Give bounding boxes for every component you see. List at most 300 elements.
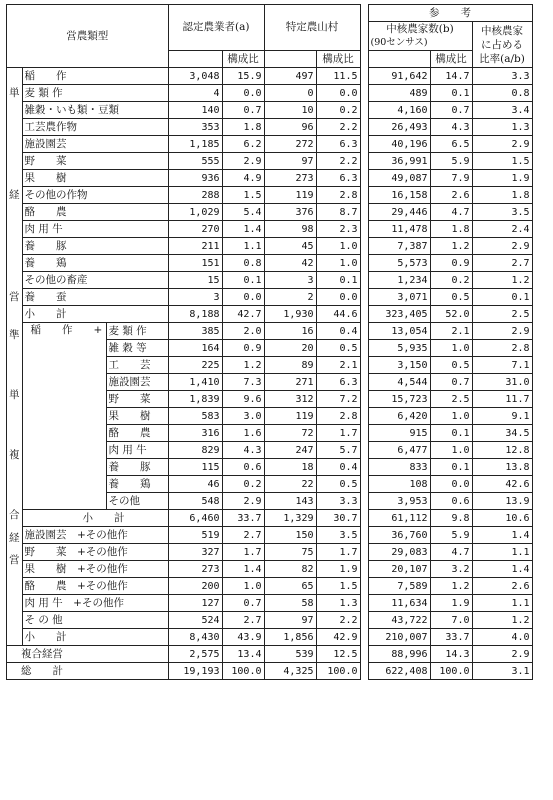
nintei-header: 認定農業者(a) bbox=[168, 5, 264, 51]
table-row bbox=[7, 102, 533, 119]
ratio-value: 2.5 bbox=[472, 306, 532, 323]
tokutei-count: 65 bbox=[264, 578, 316, 595]
reference-header: 参 考 bbox=[368, 5, 532, 22]
column-gap bbox=[360, 289, 368, 306]
tokutei-share: 1.0 bbox=[316, 238, 360, 255]
nintei-share: 0.9 bbox=[222, 340, 264, 357]
chukaku-share: 0.1 bbox=[430, 85, 472, 102]
column-gap bbox=[360, 646, 368, 663]
table-row bbox=[7, 85, 533, 102]
chukaku-count: 1,234 bbox=[368, 272, 430, 289]
chukaku-count: 622,408 bbox=[368, 663, 430, 680]
chukaku-count: 29,083 bbox=[368, 544, 430, 561]
table-row bbox=[7, 544, 533, 561]
tokutei-share: 2.8 bbox=[316, 187, 360, 204]
tokutei-share: 2.2 bbox=[316, 153, 360, 170]
chukaku-share: 0.0 bbox=[430, 476, 472, 493]
row-label: 施設園芸 bbox=[106, 374, 168, 391]
chukaku-count: 16,158 bbox=[368, 187, 430, 204]
nintei-count: 6,460 bbox=[168, 510, 222, 527]
ratio-value: 4.0 bbox=[472, 629, 532, 646]
tokutei-share: 1.9 bbox=[316, 561, 360, 578]
row-label: 野 菜 +その他作 bbox=[22, 544, 168, 561]
chukaku-share: 4.7 bbox=[430, 204, 472, 221]
row-label: その他 bbox=[106, 493, 168, 510]
tokutei-share: 0.4 bbox=[316, 459, 360, 476]
tokutei-count: 58 bbox=[264, 595, 316, 612]
chukaku-share: 1.0 bbox=[430, 340, 472, 357]
table-row bbox=[7, 646, 533, 663]
ratio-value: 2.9 bbox=[472, 646, 532, 663]
column-gap bbox=[360, 595, 368, 612]
ratio-value: 1.8 bbox=[472, 187, 532, 204]
tokutei-count: 1,329 bbox=[264, 510, 316, 527]
nintei-share: 1.1 bbox=[222, 238, 264, 255]
nintei-share: 1.8 bbox=[222, 119, 264, 136]
tokutei-count: 22 bbox=[264, 476, 316, 493]
chukaku-count: 49,087 bbox=[368, 170, 430, 187]
tokutei-share: 3.3 bbox=[316, 493, 360, 510]
table-row bbox=[7, 578, 533, 595]
group-label-junfuku bbox=[7, 323, 23, 527]
ratio-value: 2.9 bbox=[472, 238, 532, 255]
nintei-share: 4.9 bbox=[222, 170, 264, 187]
column-gap bbox=[360, 68, 368, 85]
chukaku-count: 29,446 bbox=[368, 204, 430, 221]
ratio-value: 1.2 bbox=[472, 612, 532, 629]
table-row bbox=[7, 119, 533, 136]
column-gap bbox=[360, 5, 368, 68]
column-gap bbox=[360, 544, 368, 561]
nintei-share: 13.4 bbox=[222, 646, 264, 663]
chukaku-share: 0.1 bbox=[430, 425, 472, 442]
nintei-count: 3 bbox=[168, 289, 222, 306]
nintei-share: 15.9 bbox=[222, 68, 264, 85]
column-gap bbox=[360, 391, 368, 408]
chukaku-share: 0.7 bbox=[430, 102, 472, 119]
row-label: 施設園芸 bbox=[22, 136, 168, 153]
row-label: 施設園芸 +その他作 bbox=[22, 527, 168, 544]
nintei-count: 4 bbox=[168, 85, 222, 102]
column-gap bbox=[360, 459, 368, 476]
chukaku-share: 0.7 bbox=[430, 374, 472, 391]
column-gap bbox=[360, 187, 368, 204]
row-label: 麦 類 作 bbox=[106, 323, 168, 340]
nintei-count: 1,410 bbox=[168, 374, 222, 391]
row-label: 小 計 bbox=[22, 629, 168, 646]
chukaku-count: 5,573 bbox=[368, 255, 430, 272]
nintei-share: 2.0 bbox=[222, 323, 264, 340]
table-row bbox=[7, 663, 533, 680]
chukaku-count: 61,112 bbox=[368, 510, 430, 527]
chukaku-share: 1.2 bbox=[430, 578, 472, 595]
ratio-value: 3.5 bbox=[472, 204, 532, 221]
row-label: 酪 農 bbox=[22, 204, 168, 221]
chukaku-count: 210,007 bbox=[368, 629, 430, 646]
chukaku-share: 9.8 bbox=[430, 510, 472, 527]
nintei-share: 1.4 bbox=[222, 221, 264, 238]
chukaku-count: 11,634 bbox=[368, 595, 430, 612]
nintei-share: 2.9 bbox=[222, 493, 264, 510]
row-label: 果 樹 +その他作 bbox=[22, 561, 168, 578]
nintei-count: 548 bbox=[168, 493, 222, 510]
chukaku-count: 323,405 bbox=[368, 306, 430, 323]
chukaku-share: 0.6 bbox=[430, 493, 472, 510]
ratio-header-line1: 中核農家 bbox=[481, 24, 523, 37]
tokutei-share: 1.5 bbox=[316, 578, 360, 595]
nintei-count: 353 bbox=[168, 119, 222, 136]
ratio-value: 31.0 bbox=[472, 374, 532, 391]
nintei-share: 0.1 bbox=[222, 272, 264, 289]
chukaku-share: 14.7 bbox=[430, 68, 472, 85]
nintei-count: 385 bbox=[168, 323, 222, 340]
statistics-table-container bbox=[6, 4, 533, 680]
column-gap bbox=[360, 476, 368, 493]
group-label-single bbox=[7, 68, 23, 323]
group-label-char: 経 bbox=[9, 189, 20, 202]
group-label-char: 経 bbox=[9, 531, 20, 544]
nintei-count: 519 bbox=[168, 527, 222, 544]
nintei-count: 19,193 bbox=[168, 663, 222, 680]
ratio-value: 3.1 bbox=[472, 663, 532, 680]
column-gap bbox=[360, 340, 368, 357]
chukaku-count: 36,760 bbox=[368, 527, 430, 544]
tokutei-count: 1,930 bbox=[264, 306, 316, 323]
tokutei-share: 5.7 bbox=[316, 442, 360, 459]
chukaku-share: 1.2 bbox=[430, 238, 472, 255]
ratio-value: 2.8 bbox=[472, 340, 532, 357]
chukaku-count: 20,107 bbox=[368, 561, 430, 578]
nintei-count: 225 bbox=[168, 357, 222, 374]
table-row bbox=[7, 68, 533, 85]
tokutei-count: 18 bbox=[264, 459, 316, 476]
nintei-share: 1.4 bbox=[222, 561, 264, 578]
row-label: 野 菜 bbox=[106, 391, 168, 408]
nintei-share: 3.0 bbox=[222, 408, 264, 425]
nintei-share: 7.3 bbox=[222, 374, 264, 391]
table-row bbox=[7, 136, 533, 153]
nintei-count: 1,839 bbox=[168, 391, 222, 408]
tokutei-share: 7.2 bbox=[316, 391, 360, 408]
column-gap bbox=[360, 510, 368, 527]
rice-main-label: 稲 作 + bbox=[22, 323, 106, 510]
table-row bbox=[7, 510, 533, 527]
ratio-value: 2.9 bbox=[472, 136, 532, 153]
column-gap bbox=[360, 238, 368, 255]
row-label: その他の作物 bbox=[22, 187, 168, 204]
nintei-count: 164 bbox=[168, 340, 222, 357]
ratio-value: 1.1 bbox=[472, 595, 532, 612]
nintei-share: 0.2 bbox=[222, 476, 264, 493]
tokutei-count: 247 bbox=[264, 442, 316, 459]
chukaku-share: 4.3 bbox=[430, 119, 472, 136]
group-label-keiei bbox=[7, 527, 23, 646]
ratio-value: 1.3 bbox=[472, 119, 532, 136]
row-label: 雑穀・いも類・豆類 bbox=[22, 102, 168, 119]
table-row bbox=[7, 612, 533, 629]
nintei-count: 936 bbox=[168, 170, 222, 187]
row-label: 小 計 bbox=[22, 510, 168, 527]
chukaku-share: 1.0 bbox=[430, 442, 472, 459]
nintei-share: 1.5 bbox=[222, 187, 264, 204]
group-label-char: 営 bbox=[9, 291, 20, 304]
nintei-share: 1.2 bbox=[222, 357, 264, 374]
ratio-value: 1.2 bbox=[472, 272, 532, 289]
farm-type-statistics-table bbox=[6, 4, 533, 680]
nintei-count: 273 bbox=[168, 561, 222, 578]
tokutei-share-header: 構成比 bbox=[316, 51, 360, 68]
chukaku-share: 0.5 bbox=[430, 289, 472, 306]
tokutei-share: 44.6 bbox=[316, 306, 360, 323]
tokutei-count: 376 bbox=[264, 204, 316, 221]
tokutei-count: 16 bbox=[264, 323, 316, 340]
ratio-value: 42.6 bbox=[472, 476, 532, 493]
ratio-value: 0.1 bbox=[472, 289, 532, 306]
ratio-value: 3.4 bbox=[472, 102, 532, 119]
column-gap bbox=[360, 102, 368, 119]
chukaku-count: 26,493 bbox=[368, 119, 430, 136]
table-row bbox=[7, 323, 533, 340]
chukaku-count: 915 bbox=[368, 425, 430, 442]
chukaku-count: 91,642 bbox=[368, 68, 430, 85]
ratio-value: 1.4 bbox=[472, 561, 532, 578]
chukaku-count: 11,478 bbox=[368, 221, 430, 238]
column-gap bbox=[360, 306, 368, 323]
nintei-share: 9.6 bbox=[222, 391, 264, 408]
row-label: 工芸農作物 bbox=[22, 119, 168, 136]
table-row bbox=[7, 170, 533, 187]
chukaku-share: 1.9 bbox=[430, 595, 472, 612]
column-gap bbox=[360, 272, 368, 289]
tokutei-count: 143 bbox=[264, 493, 316, 510]
column-gap bbox=[360, 527, 368, 544]
tokutei-share: 6.3 bbox=[316, 374, 360, 391]
chukaku-share: 1.8 bbox=[430, 221, 472, 238]
nintei-share: 42.7 bbox=[222, 306, 264, 323]
nintei-share-header: 構成比 bbox=[222, 51, 264, 68]
tokutei-count: 2 bbox=[264, 289, 316, 306]
ratio-value: 7.1 bbox=[472, 357, 532, 374]
column-gap bbox=[360, 374, 368, 391]
chukaku-count: 88,996 bbox=[368, 646, 430, 663]
tokutei-share: 11.5 bbox=[316, 68, 360, 85]
ratio-value: 2.9 bbox=[472, 323, 532, 340]
chukaku-share: 3.2 bbox=[430, 561, 472, 578]
chukaku-share: 100.0 bbox=[430, 663, 472, 680]
row-label: 雑 穀 等 bbox=[106, 340, 168, 357]
nintei-count: 211 bbox=[168, 238, 222, 255]
tokutei-share: 30.7 bbox=[316, 510, 360, 527]
nintei-share: 0.0 bbox=[222, 289, 264, 306]
tokutei-share: 6.3 bbox=[316, 170, 360, 187]
tokutei-count: 89 bbox=[264, 357, 316, 374]
chukaku-count: 4,544 bbox=[368, 374, 430, 391]
row-label: 養 鶏 bbox=[22, 255, 168, 272]
chukaku-count: 7,589 bbox=[368, 578, 430, 595]
chukaku-header-label: 中核農家数(b) bbox=[386, 23, 454, 35]
chukaku-count: 3,150 bbox=[368, 357, 430, 374]
tokutei-count: 82 bbox=[264, 561, 316, 578]
census-label: (90センサス) bbox=[370, 37, 428, 48]
group-label-char: 営 bbox=[9, 553, 20, 566]
nintei-count: 15 bbox=[168, 272, 222, 289]
column-gap bbox=[360, 408, 368, 425]
tokutei-count: 10 bbox=[264, 102, 316, 119]
nintei-count: 288 bbox=[168, 187, 222, 204]
column-gap bbox=[360, 357, 368, 374]
nintei-count: 1,029 bbox=[168, 204, 222, 221]
row-label: 養 蚕 bbox=[22, 289, 168, 306]
chukaku-share: 2.5 bbox=[430, 391, 472, 408]
ratio-header bbox=[472, 22, 532, 68]
nintei-share: 0.7 bbox=[222, 102, 264, 119]
tokutei-share: 2.1 bbox=[316, 357, 360, 374]
tokutei-share: 2.3 bbox=[316, 221, 360, 238]
chukaku-share: 2.1 bbox=[430, 323, 472, 340]
table-row bbox=[7, 204, 533, 221]
nintei-count: 3,048 bbox=[168, 68, 222, 85]
column-gap bbox=[360, 204, 368, 221]
chukaku-share: 6.5 bbox=[430, 136, 472, 153]
table-row bbox=[7, 306, 533, 323]
ratio-value: 12.8 bbox=[472, 442, 532, 459]
column-gap bbox=[360, 663, 368, 680]
ratio-value: 2.7 bbox=[472, 255, 532, 272]
column-gap bbox=[360, 493, 368, 510]
tokutei-share: 100.0 bbox=[316, 663, 360, 680]
nintei-count: 524 bbox=[168, 612, 222, 629]
table-row bbox=[7, 272, 533, 289]
tokutei-count: 4,325 bbox=[264, 663, 316, 680]
type-column-header: 営農類型 bbox=[7, 5, 169, 68]
tokutei-share: 1.3 bbox=[316, 595, 360, 612]
chukaku-count: 36,991 bbox=[368, 153, 430, 170]
nintei-count: 151 bbox=[168, 255, 222, 272]
table-row bbox=[7, 561, 533, 578]
tokutei-share: 0.2 bbox=[316, 102, 360, 119]
table-row bbox=[7, 238, 533, 255]
nintei-count: 140 bbox=[168, 102, 222, 119]
chukaku-count: 5,935 bbox=[368, 340, 430, 357]
nintei-share: 43.9 bbox=[222, 629, 264, 646]
tokutei-share: 2.2 bbox=[316, 119, 360, 136]
nintei-share: 0.0 bbox=[222, 85, 264, 102]
nintei-share: 1.6 bbox=[222, 425, 264, 442]
ratio-value: 2.4 bbox=[472, 221, 532, 238]
tokutei-count: 72 bbox=[264, 425, 316, 442]
tokutei-share: 0.0 bbox=[316, 85, 360, 102]
column-gap bbox=[360, 629, 368, 646]
nintei-share: 0.8 bbox=[222, 255, 264, 272]
chukaku-count: 489 bbox=[368, 85, 430, 102]
ratio-value: 1.9 bbox=[472, 170, 532, 187]
nintei-count: 8,188 bbox=[168, 306, 222, 323]
nintei-share: 1.0 bbox=[222, 578, 264, 595]
tokutei-count: 119 bbox=[264, 187, 316, 204]
column-gap bbox=[360, 170, 368, 187]
tokutei-count: 0 bbox=[264, 85, 316, 102]
nintei-share: 33.7 bbox=[222, 510, 264, 527]
column-gap bbox=[360, 136, 368, 153]
tokutei-share: 0.0 bbox=[316, 289, 360, 306]
tokutei-share: 6.3 bbox=[316, 136, 360, 153]
tokutei-share: 42.9 bbox=[316, 629, 360, 646]
group-label-char: 準 bbox=[9, 328, 20, 341]
chukaku-count: 15,723 bbox=[368, 391, 430, 408]
ratio-header-line2: に占める bbox=[481, 38, 523, 51]
group-label-char: 複 bbox=[9, 448, 20, 461]
table-row bbox=[7, 629, 533, 646]
row-label: 酪 農 +その他作 bbox=[22, 578, 168, 595]
tokutei-count: 150 bbox=[264, 527, 316, 544]
ratio-header-line3: 比率(a/b) bbox=[479, 52, 525, 65]
tokutei-count: 97 bbox=[264, 153, 316, 170]
tokutei-share: 0.4 bbox=[316, 323, 360, 340]
tokutei-share: 0.5 bbox=[316, 340, 360, 357]
nintei-count: 127 bbox=[168, 595, 222, 612]
nintei-share: 2.7 bbox=[222, 612, 264, 629]
row-label: 麦 類 作 bbox=[22, 85, 168, 102]
table-row bbox=[7, 255, 533, 272]
nintei-count: 270 bbox=[168, 221, 222, 238]
nintei-count: 2,575 bbox=[168, 646, 222, 663]
tokutei-header: 特定農山村 bbox=[264, 5, 360, 51]
ratio-value: 2.6 bbox=[472, 578, 532, 595]
nintei-count: 46 bbox=[168, 476, 222, 493]
nintei-share: 2.9 bbox=[222, 153, 264, 170]
row-label: 複合経営 bbox=[7, 646, 169, 663]
tokutei-count: 272 bbox=[264, 136, 316, 153]
row-label: 肉 用 牛 bbox=[106, 442, 168, 459]
header-spacer bbox=[368, 51, 430, 68]
tokutei-count: 3 bbox=[264, 272, 316, 289]
tokutei-share: 3.5 bbox=[316, 527, 360, 544]
table-row bbox=[7, 527, 533, 544]
column-gap bbox=[360, 612, 368, 629]
tokutei-share: 12.5 bbox=[316, 646, 360, 663]
column-gap bbox=[360, 221, 368, 238]
ratio-value: 13.9 bbox=[472, 493, 532, 510]
chukaku-share: 0.9 bbox=[430, 255, 472, 272]
chukaku-share-header: 構成比 bbox=[430, 51, 472, 68]
column-gap bbox=[360, 561, 368, 578]
tokutei-share: 1.7 bbox=[316, 425, 360, 442]
chukaku-share: 5.9 bbox=[430, 153, 472, 170]
column-gap bbox=[360, 153, 368, 170]
ratio-value: 11.7 bbox=[472, 391, 532, 408]
tokutei-count: 539 bbox=[264, 646, 316, 663]
ratio-value: 34.5 bbox=[472, 425, 532, 442]
row-label: 工 芸 bbox=[106, 357, 168, 374]
nintei-count: 316 bbox=[168, 425, 222, 442]
tokutei-count: 271 bbox=[264, 374, 316, 391]
chukaku-count: 6,477 bbox=[368, 442, 430, 459]
table-row bbox=[7, 289, 533, 306]
ratio-value: 13.8 bbox=[472, 459, 532, 476]
chukaku-share: 33.7 bbox=[430, 629, 472, 646]
chukaku-share: 1.0 bbox=[430, 408, 472, 425]
chukaku-share: 5.9 bbox=[430, 527, 472, 544]
table-row bbox=[7, 153, 533, 170]
tokutei-count: 98 bbox=[264, 221, 316, 238]
chukaku-share: 4.7 bbox=[430, 544, 472, 561]
tokutei-count: 273 bbox=[264, 170, 316, 187]
chukaku-count: 6,420 bbox=[368, 408, 430, 425]
nintei-share: 4.3 bbox=[222, 442, 264, 459]
nintei-count: 555 bbox=[168, 153, 222, 170]
row-label: 養 豚 bbox=[22, 238, 168, 255]
row-label: 稲 作 bbox=[22, 68, 168, 85]
